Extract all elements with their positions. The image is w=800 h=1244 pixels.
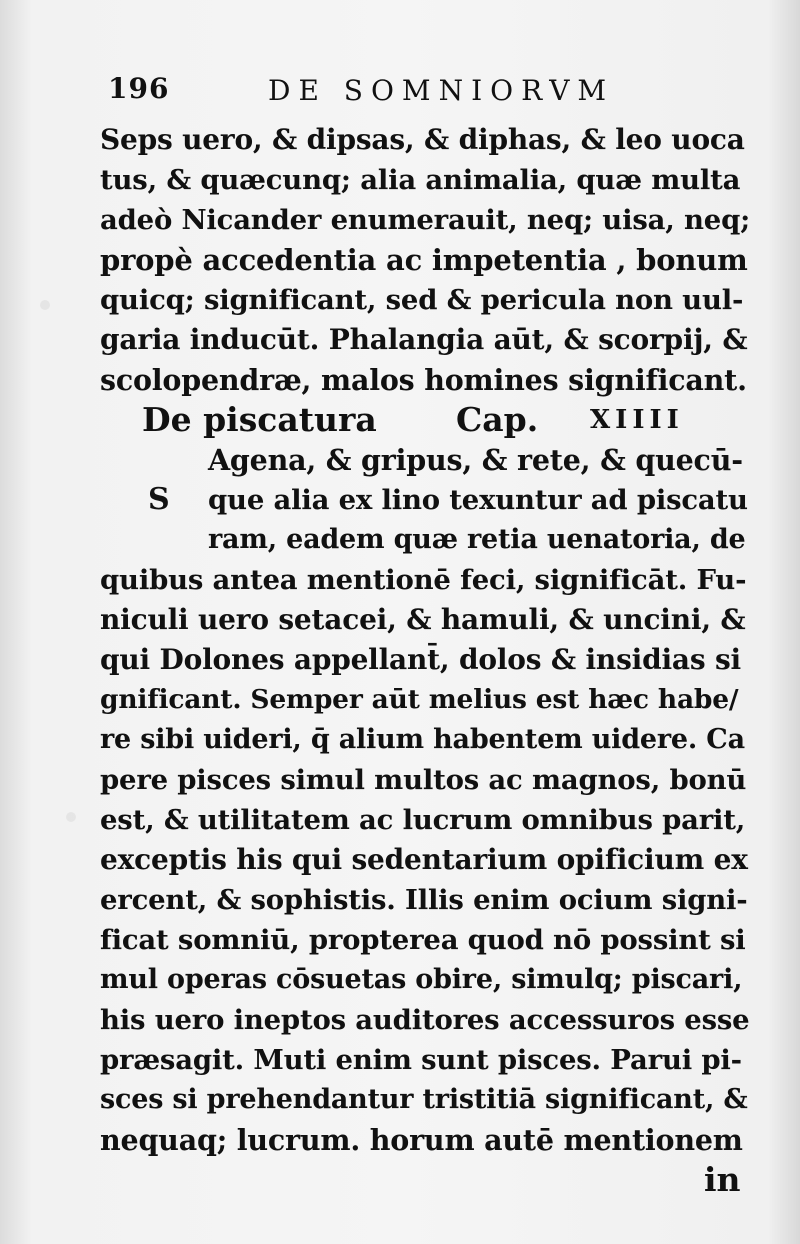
show-through-mark xyxy=(66,812,76,822)
text-line: ercent, & sophistis. Illis enim ocium signi- xyxy=(100,884,748,916)
text-line: tus, & quæcunq; alia animalia, quæ multa xyxy=(100,164,741,196)
text-line: exceptis his qui sedentarium opificium ex xyxy=(100,843,748,876)
chapter-title: De piscatura xyxy=(142,400,377,439)
text-line: adeò Nicander enumerauit, neq; uisa, neq; xyxy=(100,204,751,236)
text-line: sces si prehendantur tristitiā significant, & xyxy=(100,1084,748,1115)
text-line-indented: ram, eadem quæ retia uenatoria, de xyxy=(208,524,746,555)
page-header xyxy=(108,72,728,112)
text-line: re sibi uideri, q̄ alium habentem uidere. Ca xyxy=(100,724,745,755)
text-line: quicq; significant, sed & pericula non uul- xyxy=(100,284,744,316)
text-line: garia inducūt. Phalangia aūt, & scorpij, & xyxy=(100,323,748,356)
page-number: 196 xyxy=(108,72,170,105)
running-head: DE SOMNIORVM xyxy=(268,74,615,107)
text-line-indented: que alia ex lino texuntur ad piscatu xyxy=(208,484,748,516)
catchword: in xyxy=(704,1160,741,1199)
text-line: nequaq; lucrum. horum autē mentionem xyxy=(100,1123,743,1157)
text-line-indented: Agena, & gripus, & rete, & quecū- xyxy=(208,443,743,477)
text-line: pere pisces simul multos ac magnos, bonū xyxy=(100,764,747,796)
chapter-heading xyxy=(100,400,720,440)
text-line: scolopendræ, malos homines significant. xyxy=(100,363,747,397)
chapter-label: Cap. xyxy=(456,400,539,439)
marginal-initial: S xyxy=(148,482,170,517)
text-line: mul operas cōsuetas obire, simulq; piscari, xyxy=(100,964,743,995)
text-line: ficat somniū, propterea quod nō possint si xyxy=(100,924,746,956)
text-line: quibus antea mentionē feci, significāt. Fu- xyxy=(100,564,747,596)
text-line: præsagit. Muti enim sunt pisces. Parui pi- xyxy=(100,1044,742,1076)
text-line: gnificant. Semper aūt melius est hæc habe/ xyxy=(100,684,739,715)
text-line: qui Dolones appellant̄, dolos & insidias si xyxy=(100,643,741,676)
text-line: propè accedentia ac impetentia , bonum xyxy=(100,243,748,277)
show-through-mark xyxy=(40,300,50,310)
chapter-number: XIIII xyxy=(590,405,684,435)
text-line: Seps uero, & dipsas, & diphas, & leo uoca xyxy=(100,123,745,156)
text-line: est, & utilitatem ac lucrum omnibus parit, xyxy=(100,804,746,836)
text-line: niculi uero setacei, & hamuli, & uncini, & xyxy=(100,603,746,636)
text-line: his uero ineptos auditores accessuros esse xyxy=(100,1004,750,1036)
